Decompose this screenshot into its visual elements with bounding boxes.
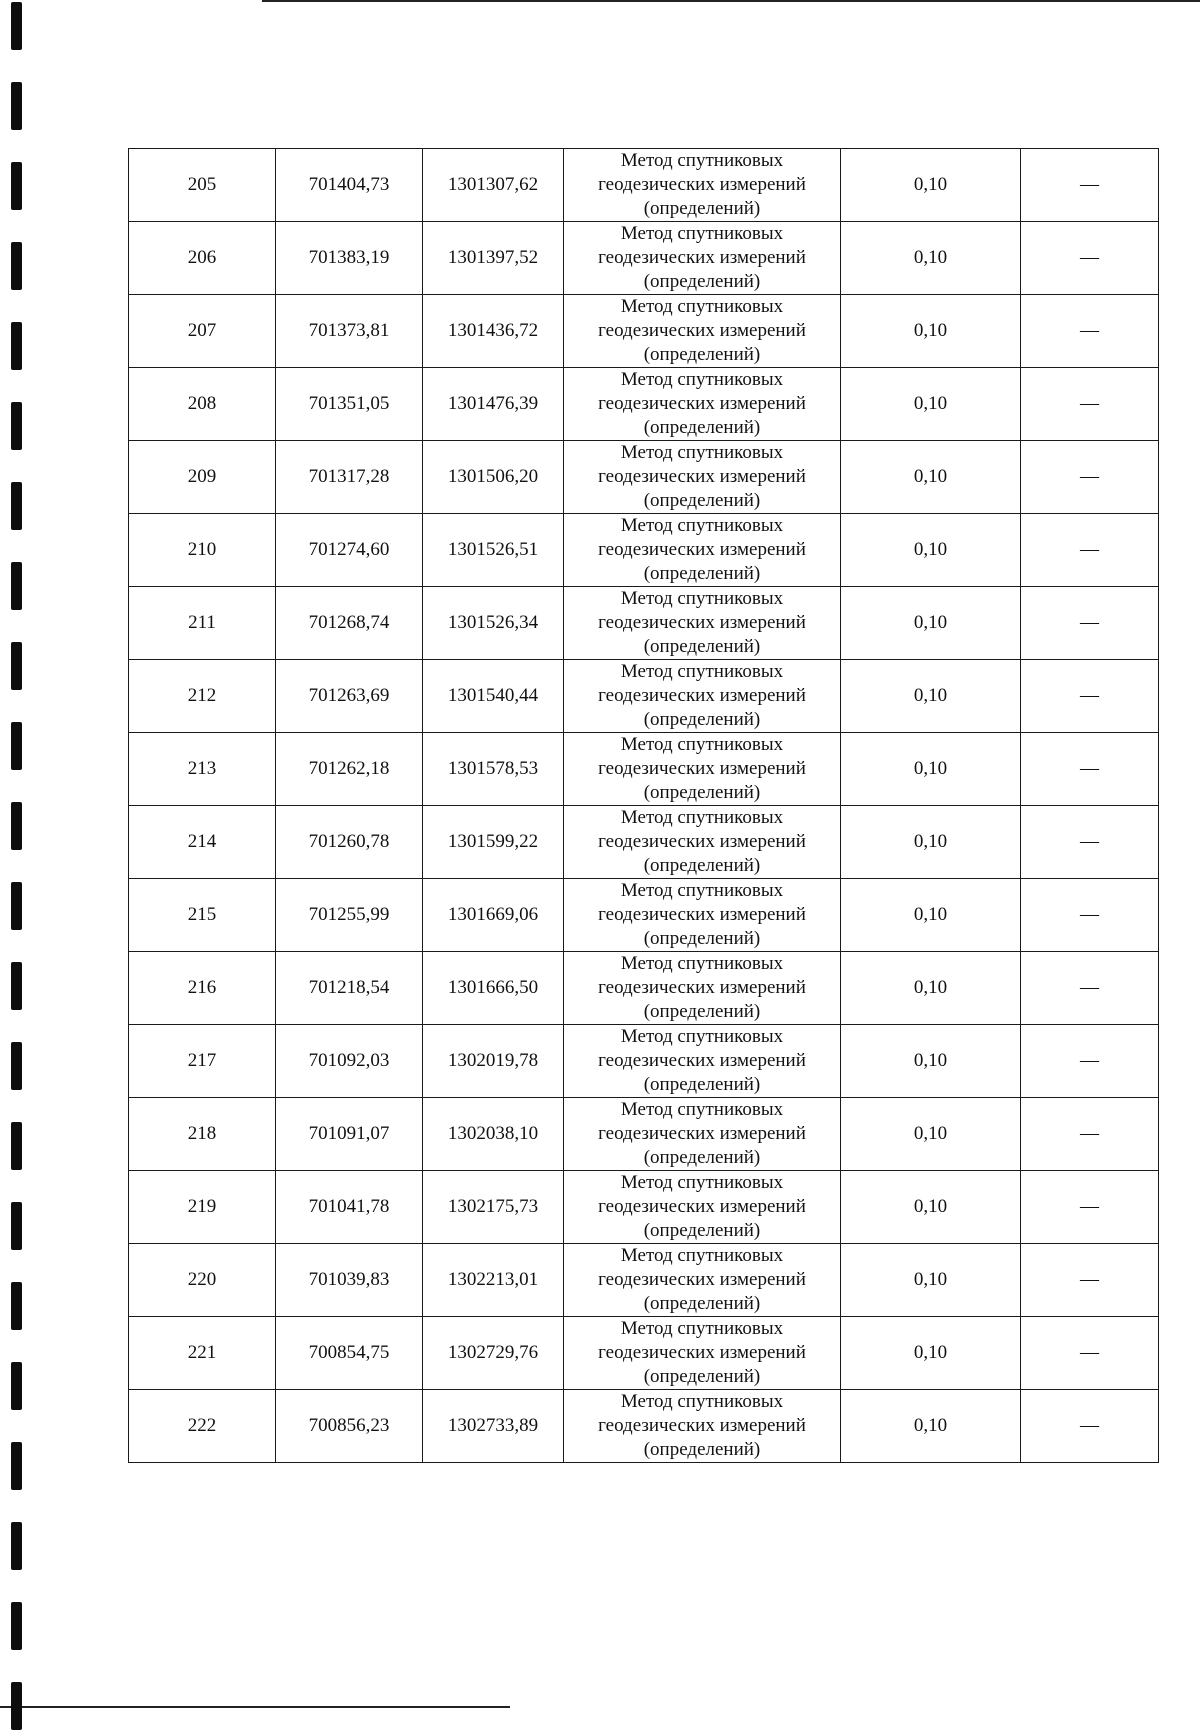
y-coordinate-cell: 1301540,44 bbox=[423, 660, 564, 733]
y-coordinate-cell: 1301666,50 bbox=[423, 952, 564, 1025]
point-number-cell: 219 bbox=[129, 1171, 276, 1244]
point-number-cell: 206 bbox=[129, 222, 276, 295]
point-number-cell: 220 bbox=[129, 1244, 276, 1317]
table-row bbox=[129, 879, 1159, 952]
note-cell: — bbox=[1021, 879, 1159, 952]
y-coordinate-cell: 1302038,10 bbox=[423, 1098, 564, 1171]
y-coordinate-cell: 1302019,78 bbox=[423, 1025, 564, 1098]
y-coordinate-cell: 1301526,51 bbox=[423, 514, 564, 587]
table-row bbox=[129, 660, 1159, 733]
y-coordinate-cell: 1301476,39 bbox=[423, 368, 564, 441]
accuracy-cell: 0,10 bbox=[841, 222, 1021, 295]
accuracy-cell: 0,10 bbox=[841, 1025, 1021, 1098]
note-cell: — bbox=[1021, 1390, 1159, 1463]
x-coordinate-cell: 701274,60 bbox=[276, 514, 423, 587]
binding-hole-mark bbox=[11, 1522, 22, 1570]
binding-hole-mark bbox=[11, 1682, 22, 1730]
table-row bbox=[129, 1025, 1159, 1098]
method-cell: Метод спутниковых геодезических измерений (определений) bbox=[564, 295, 841, 368]
method-cell: Метод спутниковых геодезических измерений (определений) bbox=[564, 1171, 841, 1244]
table-row bbox=[129, 514, 1159, 587]
table-row bbox=[129, 1317, 1159, 1390]
y-coordinate-cell: 1301307,62 bbox=[423, 149, 564, 222]
table-row bbox=[129, 1098, 1159, 1171]
accuracy-cell: 0,10 bbox=[841, 368, 1021, 441]
binding-hole-mark bbox=[11, 482, 22, 530]
x-coordinate-cell: 701351,05 bbox=[276, 368, 423, 441]
accuracy-cell: 0,10 bbox=[841, 441, 1021, 514]
binding-hole-mark bbox=[11, 1042, 22, 1090]
x-coordinate-cell: 701383,19 bbox=[276, 222, 423, 295]
note-cell: — bbox=[1021, 1171, 1159, 1244]
note-cell: — bbox=[1021, 1317, 1159, 1390]
binding-hole-mark bbox=[11, 802, 22, 850]
note-cell: — bbox=[1021, 1244, 1159, 1317]
method-cell: Метод спутниковых геодезических измерений (определений) bbox=[564, 1244, 841, 1317]
note-cell: — bbox=[1021, 587, 1159, 660]
binding-hole-mark bbox=[11, 1202, 22, 1250]
method-cell: Метод спутниковых геодезических измерений (определений) bbox=[564, 879, 841, 952]
method-cell: Метод спутниковых геодезических измерений (определений) bbox=[564, 952, 841, 1025]
x-coordinate-cell: 700856,23 bbox=[276, 1390, 423, 1463]
x-coordinate-cell: 701260,78 bbox=[276, 806, 423, 879]
point-number-cell: 211 bbox=[129, 587, 276, 660]
accuracy-cell: 0,10 bbox=[841, 1244, 1021, 1317]
y-coordinate-cell: 1301397,52 bbox=[423, 222, 564, 295]
point-number-cell: 213 bbox=[129, 733, 276, 806]
binding-hole-mark bbox=[11, 1602, 22, 1650]
y-coordinate-cell: 1301526,34 bbox=[423, 587, 564, 660]
note-cell: — bbox=[1021, 1025, 1159, 1098]
binding-hole-mark bbox=[11, 1122, 22, 1170]
accuracy-cell: 0,10 bbox=[841, 952, 1021, 1025]
binding-hole-mark bbox=[11, 642, 22, 690]
coordinates-table-body bbox=[129, 149, 1159, 1463]
accuracy-cell: 0,10 bbox=[841, 514, 1021, 587]
method-cell: Метод спутниковых геодезических измерений (определений) bbox=[564, 441, 841, 514]
table-row bbox=[129, 733, 1159, 806]
method-cell: Метод спутниковых геодезических измерений (определений) bbox=[564, 1317, 841, 1390]
table-row bbox=[129, 1244, 1159, 1317]
note-cell: — bbox=[1021, 368, 1159, 441]
table-row bbox=[129, 1171, 1159, 1244]
point-number-cell: 212 bbox=[129, 660, 276, 733]
scan-top-edge-line bbox=[262, 0, 1200, 2]
x-coordinate-cell: 701262,18 bbox=[276, 733, 423, 806]
x-coordinate-cell: 701091,07 bbox=[276, 1098, 423, 1171]
method-cell: Метод спутниковых геодезических измерений (определений) bbox=[564, 514, 841, 587]
accuracy-cell: 0,10 bbox=[841, 1098, 1021, 1171]
y-coordinate-cell: 1301436,72 bbox=[423, 295, 564, 368]
table-row bbox=[129, 952, 1159, 1025]
method-cell: Метод спутниковых геодезических измерений (определений) bbox=[564, 149, 841, 222]
binding-hole-mark bbox=[11, 322, 22, 370]
accuracy-cell: 0,10 bbox=[841, 879, 1021, 952]
x-coordinate-cell: 701404,73 bbox=[276, 149, 423, 222]
binding-hole-mark bbox=[11, 562, 22, 610]
x-coordinate-cell: 701263,69 bbox=[276, 660, 423, 733]
x-coordinate-cell: 701218,54 bbox=[276, 952, 423, 1025]
method-cell: Метод спутниковых геодезических измерений (определений) bbox=[564, 660, 841, 733]
note-cell: — bbox=[1021, 441, 1159, 514]
x-coordinate-cell: 701092,03 bbox=[276, 1025, 423, 1098]
y-coordinate-cell: 1301599,22 bbox=[423, 806, 564, 879]
binding-hole-mark bbox=[11, 1442, 22, 1490]
x-coordinate-cell: 700854,75 bbox=[276, 1317, 423, 1390]
note-cell: — bbox=[1021, 806, 1159, 879]
accuracy-cell: 0,10 bbox=[841, 295, 1021, 368]
accuracy-cell: 0,10 bbox=[841, 733, 1021, 806]
binding-hole-mark bbox=[11, 82, 22, 130]
point-number-cell: 209 bbox=[129, 441, 276, 514]
note-cell: — bbox=[1021, 514, 1159, 587]
accuracy-cell: 0,10 bbox=[841, 1317, 1021, 1390]
binding-hole-mark bbox=[11, 882, 22, 930]
x-coordinate-cell: 701373,81 bbox=[276, 295, 423, 368]
y-coordinate-cell: 1302729,76 bbox=[423, 1317, 564, 1390]
y-coordinate-cell: 1302175,73 bbox=[423, 1171, 564, 1244]
table-row bbox=[129, 806, 1159, 879]
point-number-cell: 214 bbox=[129, 806, 276, 879]
x-coordinate-cell: 701268,74 bbox=[276, 587, 423, 660]
point-number-cell: 215 bbox=[129, 879, 276, 952]
scan-bottom-edge-line bbox=[0, 1706, 510, 1708]
x-coordinate-cell: 701255,99 bbox=[276, 879, 423, 952]
point-number-cell: 210 bbox=[129, 514, 276, 587]
x-coordinate-cell: 701039,83 bbox=[276, 1244, 423, 1317]
table-row bbox=[129, 295, 1159, 368]
point-number-cell: 222 bbox=[129, 1390, 276, 1463]
table-row bbox=[129, 441, 1159, 514]
method-cell: Метод спутниковых геодезических измерений (определений) bbox=[564, 1098, 841, 1171]
y-coordinate-cell: 1301506,20 bbox=[423, 441, 564, 514]
point-number-cell: 208 bbox=[129, 368, 276, 441]
point-number-cell: 218 bbox=[129, 1098, 276, 1171]
y-coordinate-cell: 1301578,53 bbox=[423, 733, 564, 806]
method-cell: Метод спутниковых геодезических измерений (определений) bbox=[564, 222, 841, 295]
method-cell: Метод спутниковых геодезических измерений (определений) bbox=[564, 587, 841, 660]
accuracy-cell: 0,10 bbox=[841, 149, 1021, 222]
accuracy-cell: 0,10 bbox=[841, 587, 1021, 660]
coordinates-table bbox=[128, 148, 1159, 1463]
method-cell: Метод спутниковых геодезических измерений (определений) bbox=[564, 733, 841, 806]
table-row bbox=[129, 1390, 1159, 1463]
table-row bbox=[129, 587, 1159, 660]
accuracy-cell: 0,10 bbox=[841, 1171, 1021, 1244]
y-coordinate-cell: 1301669,06 bbox=[423, 879, 564, 952]
x-coordinate-cell: 701317,28 bbox=[276, 441, 423, 514]
point-number-cell: 217 bbox=[129, 1025, 276, 1098]
binding-hole-mark bbox=[11, 1362, 22, 1410]
binding-hole-mark bbox=[11, 722, 22, 770]
table-row bbox=[129, 222, 1159, 295]
point-number-cell: 216 bbox=[129, 952, 276, 1025]
note-cell: — bbox=[1021, 660, 1159, 733]
accuracy-cell: 0,10 bbox=[841, 1390, 1021, 1463]
binding-hole-mark bbox=[11, 2, 22, 50]
binding-hole-mark bbox=[11, 162, 22, 210]
method-cell: Метод спутниковых геодезических измерений (определений) bbox=[564, 368, 841, 441]
y-coordinate-cell: 1302733,89 bbox=[423, 1390, 564, 1463]
y-coordinate-cell: 1302213,01 bbox=[423, 1244, 564, 1317]
table-row bbox=[129, 149, 1159, 222]
point-number-cell: 221 bbox=[129, 1317, 276, 1390]
binding-hole-mark bbox=[11, 242, 22, 290]
note-cell: — bbox=[1021, 295, 1159, 368]
accuracy-cell: 0,10 bbox=[841, 806, 1021, 879]
note-cell: — bbox=[1021, 149, 1159, 222]
binding-hole-mark bbox=[11, 1282, 22, 1330]
binding-hole-mark bbox=[11, 962, 22, 1010]
note-cell: — bbox=[1021, 1098, 1159, 1171]
accuracy-cell: 0,10 bbox=[841, 660, 1021, 733]
note-cell: — bbox=[1021, 222, 1159, 295]
table-row bbox=[129, 368, 1159, 441]
method-cell: Метод спутниковых геодезических измерений (определений) bbox=[564, 1025, 841, 1098]
x-coordinate-cell: 701041,78 bbox=[276, 1171, 423, 1244]
note-cell: — bbox=[1021, 733, 1159, 806]
note-cell: — bbox=[1021, 952, 1159, 1025]
method-cell: Метод спутниковых геодезических измерений (определений) bbox=[564, 1390, 841, 1463]
point-number-cell: 207 bbox=[129, 295, 276, 368]
point-number-cell: 205 bbox=[129, 149, 276, 222]
binding-hole-mark bbox=[11, 402, 22, 450]
method-cell: Метод спутниковых геодезических измерений (определений) bbox=[564, 806, 841, 879]
